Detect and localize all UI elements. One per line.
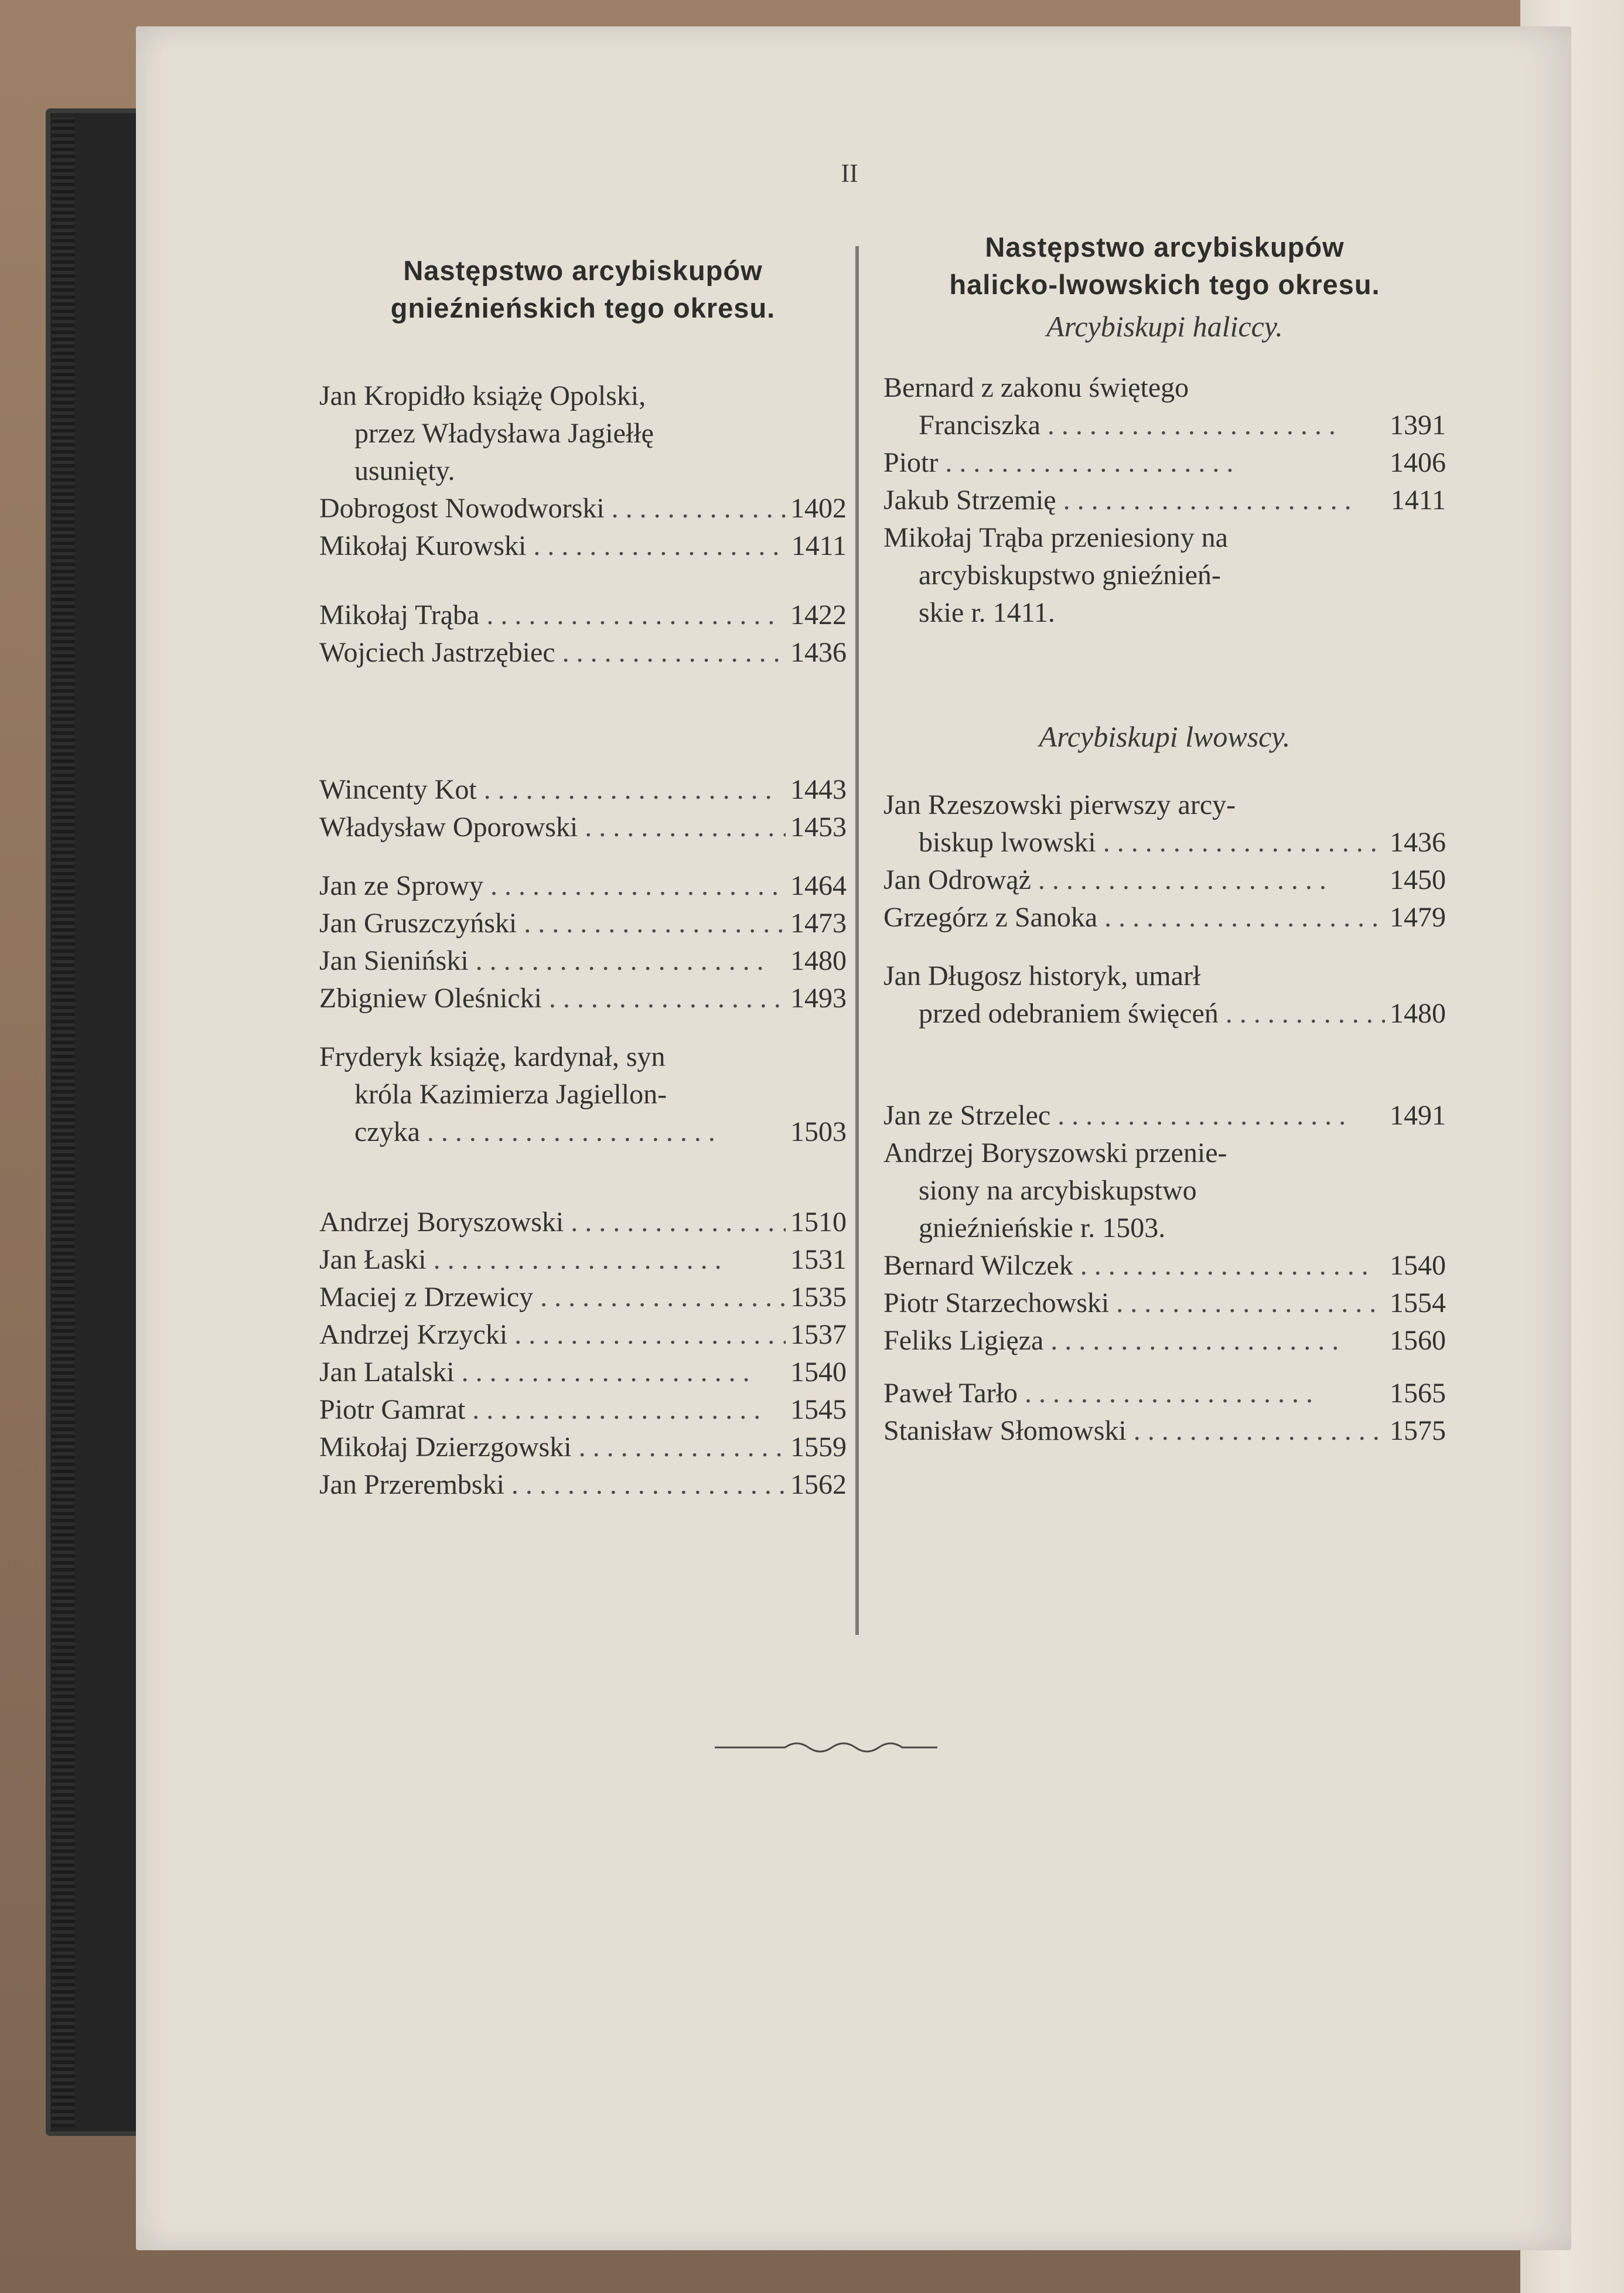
archbishop-entry	[319, 771, 847, 809]
archbishop-entry	[319, 809, 847, 846]
entry-name-line: Jan Gruszczyński . .	[319, 905, 847, 942]
heading-line: halicko-lwowskich tego okresu.	[949, 269, 1380, 300]
gniezno-archbishops-column	[319, 252, 847, 1504]
halicz-lviv-entry-list	[883, 309, 1446, 1450]
gniezno-heading	[319, 252, 847, 327]
section-title: Arcybiskupi haliccy.	[1046, 310, 1283, 343]
entry-name-line: króla Kazimierza Jagiellon-	[354, 1079, 667, 1110]
entry-year: 1402	[786, 490, 847, 527]
archbishop-entry	[883, 786, 1446, 861]
heading-line: Następstwo arcybiskupów	[403, 255, 763, 286]
entry-name-line: Jan Łaski . .	[319, 1241, 847, 1279]
entry-year: 1443	[786, 771, 847, 809]
entry-year: 1531	[786, 1241, 847, 1279]
archbishop-entry	[319, 527, 847, 565]
entry-year: 1510	[786, 1204, 847, 1241]
entry-year: 1436	[786, 634, 847, 672]
entry-name-line: Bernard z zakonu świętego	[883, 372, 1189, 403]
archbishop-entry	[319, 1241, 847, 1279]
entry-name-line: przed odebraniem święceń . .	[883, 995, 1446, 1033]
entry-name-line: Stanisław Słomowski . .	[883, 1412, 1446, 1450]
entry-year: 1411	[787, 527, 847, 565]
entry-name-line: Jan Rzeszowski pierwszy arcy-	[883, 789, 1236, 820]
entry-name-line: Piotr . .	[883, 444, 1446, 482]
archbishop-entry	[319, 942, 847, 980]
entry-year: 1537	[786, 1316, 847, 1354]
entry-name-line: Jan Odrowąż . .	[883, 861, 1446, 899]
entry-year: 1535	[786, 1279, 847, 1316]
entry-name-line: usunięty.	[354, 455, 455, 486]
entry-name-line: Mikołaj Dzierzgowski . .	[319, 1429, 847, 1466]
entry-name-line: Paweł Tarło . .	[883, 1375, 1446, 1412]
entry-name-line: Jan Latalski . .	[319, 1354, 847, 1391]
entry-name-line: Zbigniew Oleśnicki . .	[319, 980, 847, 1017]
entry-year: 1480	[1385, 995, 1446, 1033]
entry-year: 1411	[1386, 482, 1446, 519]
archbishop-entry	[319, 867, 847, 905]
archbishop-entry	[883, 1097, 1446, 1134]
entry-name-line: gnieźnieńskie r. 1503.	[919, 1212, 1166, 1243]
entry-name-line: Franciszka . .	[883, 407, 1446, 444]
entry-year: 1562	[786, 1466, 847, 1504]
archbishop-entry	[883, 1412, 1446, 1450]
entry-name-line: skie r. 1411.	[919, 597, 1055, 628]
entry-name-line: Mikołaj Trąba przeniesiony na	[883, 522, 1228, 553]
entry-year: 1391	[1385, 407, 1446, 444]
archbishop-entry	[883, 1134, 1446, 1247]
entry-name-line: czyka . .	[319, 1113, 847, 1151]
gniezno-entry-list	[319, 377, 847, 1504]
halicz-lviv-heading	[883, 229, 1446, 304]
entry-year: 1491	[1385, 1097, 1446, 1134]
archbishop-entry	[319, 490, 847, 527]
entry-name-line: arcybiskupstwo gnieźnień-	[919, 560, 1221, 591]
entry-name-line: Piotr Starzechowski . .	[883, 1285, 1446, 1322]
archbishop-entry	[883, 1285, 1446, 1322]
archbishop-entry	[319, 597, 847, 634]
entry-name-line: Jan Kropidło książę Opolski,	[319, 380, 646, 411]
archbishop-entry	[319, 1391, 847, 1429]
entry-year: 1545	[786, 1391, 847, 1429]
entry-name-line: biskup lwowski . .	[883, 824, 1446, 861]
decorative-flourish	[715, 1735, 996, 1758]
entry-year: 1575	[1385, 1412, 1446, 1450]
entry-name-line: Jan ze Strzelec . .	[883, 1097, 1446, 1134]
entry-name-line: Fryderyk książę, kardynał, syn	[319, 1041, 666, 1072]
entry-name-line: przez Władysława Jagiełłę	[354, 418, 654, 449]
archbishop-entry	[883, 482, 1446, 519]
entry-year: 1554	[1385, 1285, 1446, 1322]
entry-year: 1406	[1385, 444, 1446, 482]
entry-year: 1559	[786, 1429, 847, 1466]
archbishop-entry	[319, 980, 847, 1017]
entry-name-line: Dobrogost Nowodworski . .	[319, 490, 847, 527]
archbishop-entry	[883, 899, 1446, 936]
archbishop-entry	[883, 444, 1446, 482]
archbishop-entry	[883, 1375, 1446, 1412]
entry-year: 1479	[1385, 899, 1446, 936]
archbishop-entry	[319, 1038, 847, 1151]
entry-name-line: Andrzej Boryszowski przenie-	[883, 1137, 1227, 1168]
entry-name-line: Jan Przerembski . .	[319, 1466, 847, 1504]
entry-name-line: Jan Długosz historyk, umarł	[883, 960, 1201, 992]
entry-year: 1493	[786, 980, 847, 1017]
entry-year: 1453	[786, 809, 847, 846]
entry-name-line: Wojciech Jastrzębiec . .	[319, 634, 847, 672]
entry-name-line: Feliks Ligięza . .	[883, 1322, 1446, 1360]
entry-name-line: Mikołaj Trąba . .	[319, 597, 847, 634]
heading-line: Następstwo arcybiskupów	[985, 231, 1345, 263]
archbishop-entry	[883, 369, 1446, 444]
entry-name-line: Wincenty Kot . .	[319, 771, 847, 809]
entry-year: 1422	[786, 597, 847, 634]
entry-year: 1503	[786, 1113, 847, 1151]
halicz-lviv-archbishops-column	[883, 229, 1446, 1450]
entry-year: 1450	[1385, 861, 1446, 899]
entry-name-line: Grzegórz z Sanoka . .	[883, 899, 1446, 936]
archbishop-entry	[883, 519, 1446, 632]
archbishop-entry	[319, 634, 847, 672]
entry-year: 1464	[786, 867, 847, 905]
entry-year: 1540	[1385, 1247, 1446, 1285]
entry-name-line: Bernard Wilczek . .	[883, 1247, 1446, 1285]
archbishop-entry	[319, 1316, 847, 1354]
archbishop-entry	[883, 1322, 1446, 1360]
entry-name-line: Piotr Gamrat . .	[319, 1391, 847, 1429]
entry-name-line: Andrzej Krzycki . .	[319, 1316, 847, 1354]
archbishop-entry	[319, 377, 847, 490]
archbishop-entry	[319, 1354, 847, 1391]
entry-name-line: Jan Sieniński . .	[319, 942, 847, 980]
book-spine	[52, 117, 75, 2127]
archbishop-entry	[319, 905, 847, 942]
column-divider	[855, 246, 859, 1635]
entry-name-line: Mikołaj Kurowski . .	[319, 527, 847, 565]
entry-name-line: Władysław Oporowski . .	[319, 809, 847, 846]
archbishop-entry	[883, 861, 1446, 899]
entry-year: 1560	[1385, 1322, 1446, 1360]
entry-year: 1473	[786, 905, 847, 942]
entry-year: 1565	[1385, 1375, 1446, 1412]
archbishop-entry	[319, 1466, 847, 1504]
archbishop-entry	[319, 1279, 847, 1316]
entry-name-line: Jakub Strzemię . .	[883, 482, 1446, 519]
archbishop-entry	[883, 1247, 1446, 1285]
section-title: Arcybiskupi lwowscy.	[1039, 720, 1291, 753]
entry-name-line: Jan ze Sprowy . .	[319, 867, 847, 905]
entry-year: 1480	[786, 942, 847, 980]
entry-name-line: Maciej z Drzewicy . .	[319, 1279, 847, 1316]
archbishop-entry	[319, 1429, 847, 1466]
archbishop-entry	[883, 958, 1446, 1033]
page-number: II	[841, 159, 858, 188]
entry-year: 1540	[786, 1354, 847, 1391]
archbishop-entry	[319, 1204, 847, 1241]
entry-name-line: siony na arcybiskupstwo	[919, 1175, 1197, 1206]
heading-line: gnieźnieńskich tego okresu.	[390, 292, 776, 323]
entry-year: 1436	[1385, 824, 1446, 861]
entry-name-line: Andrzej Boryszowski . .	[319, 1204, 847, 1241]
